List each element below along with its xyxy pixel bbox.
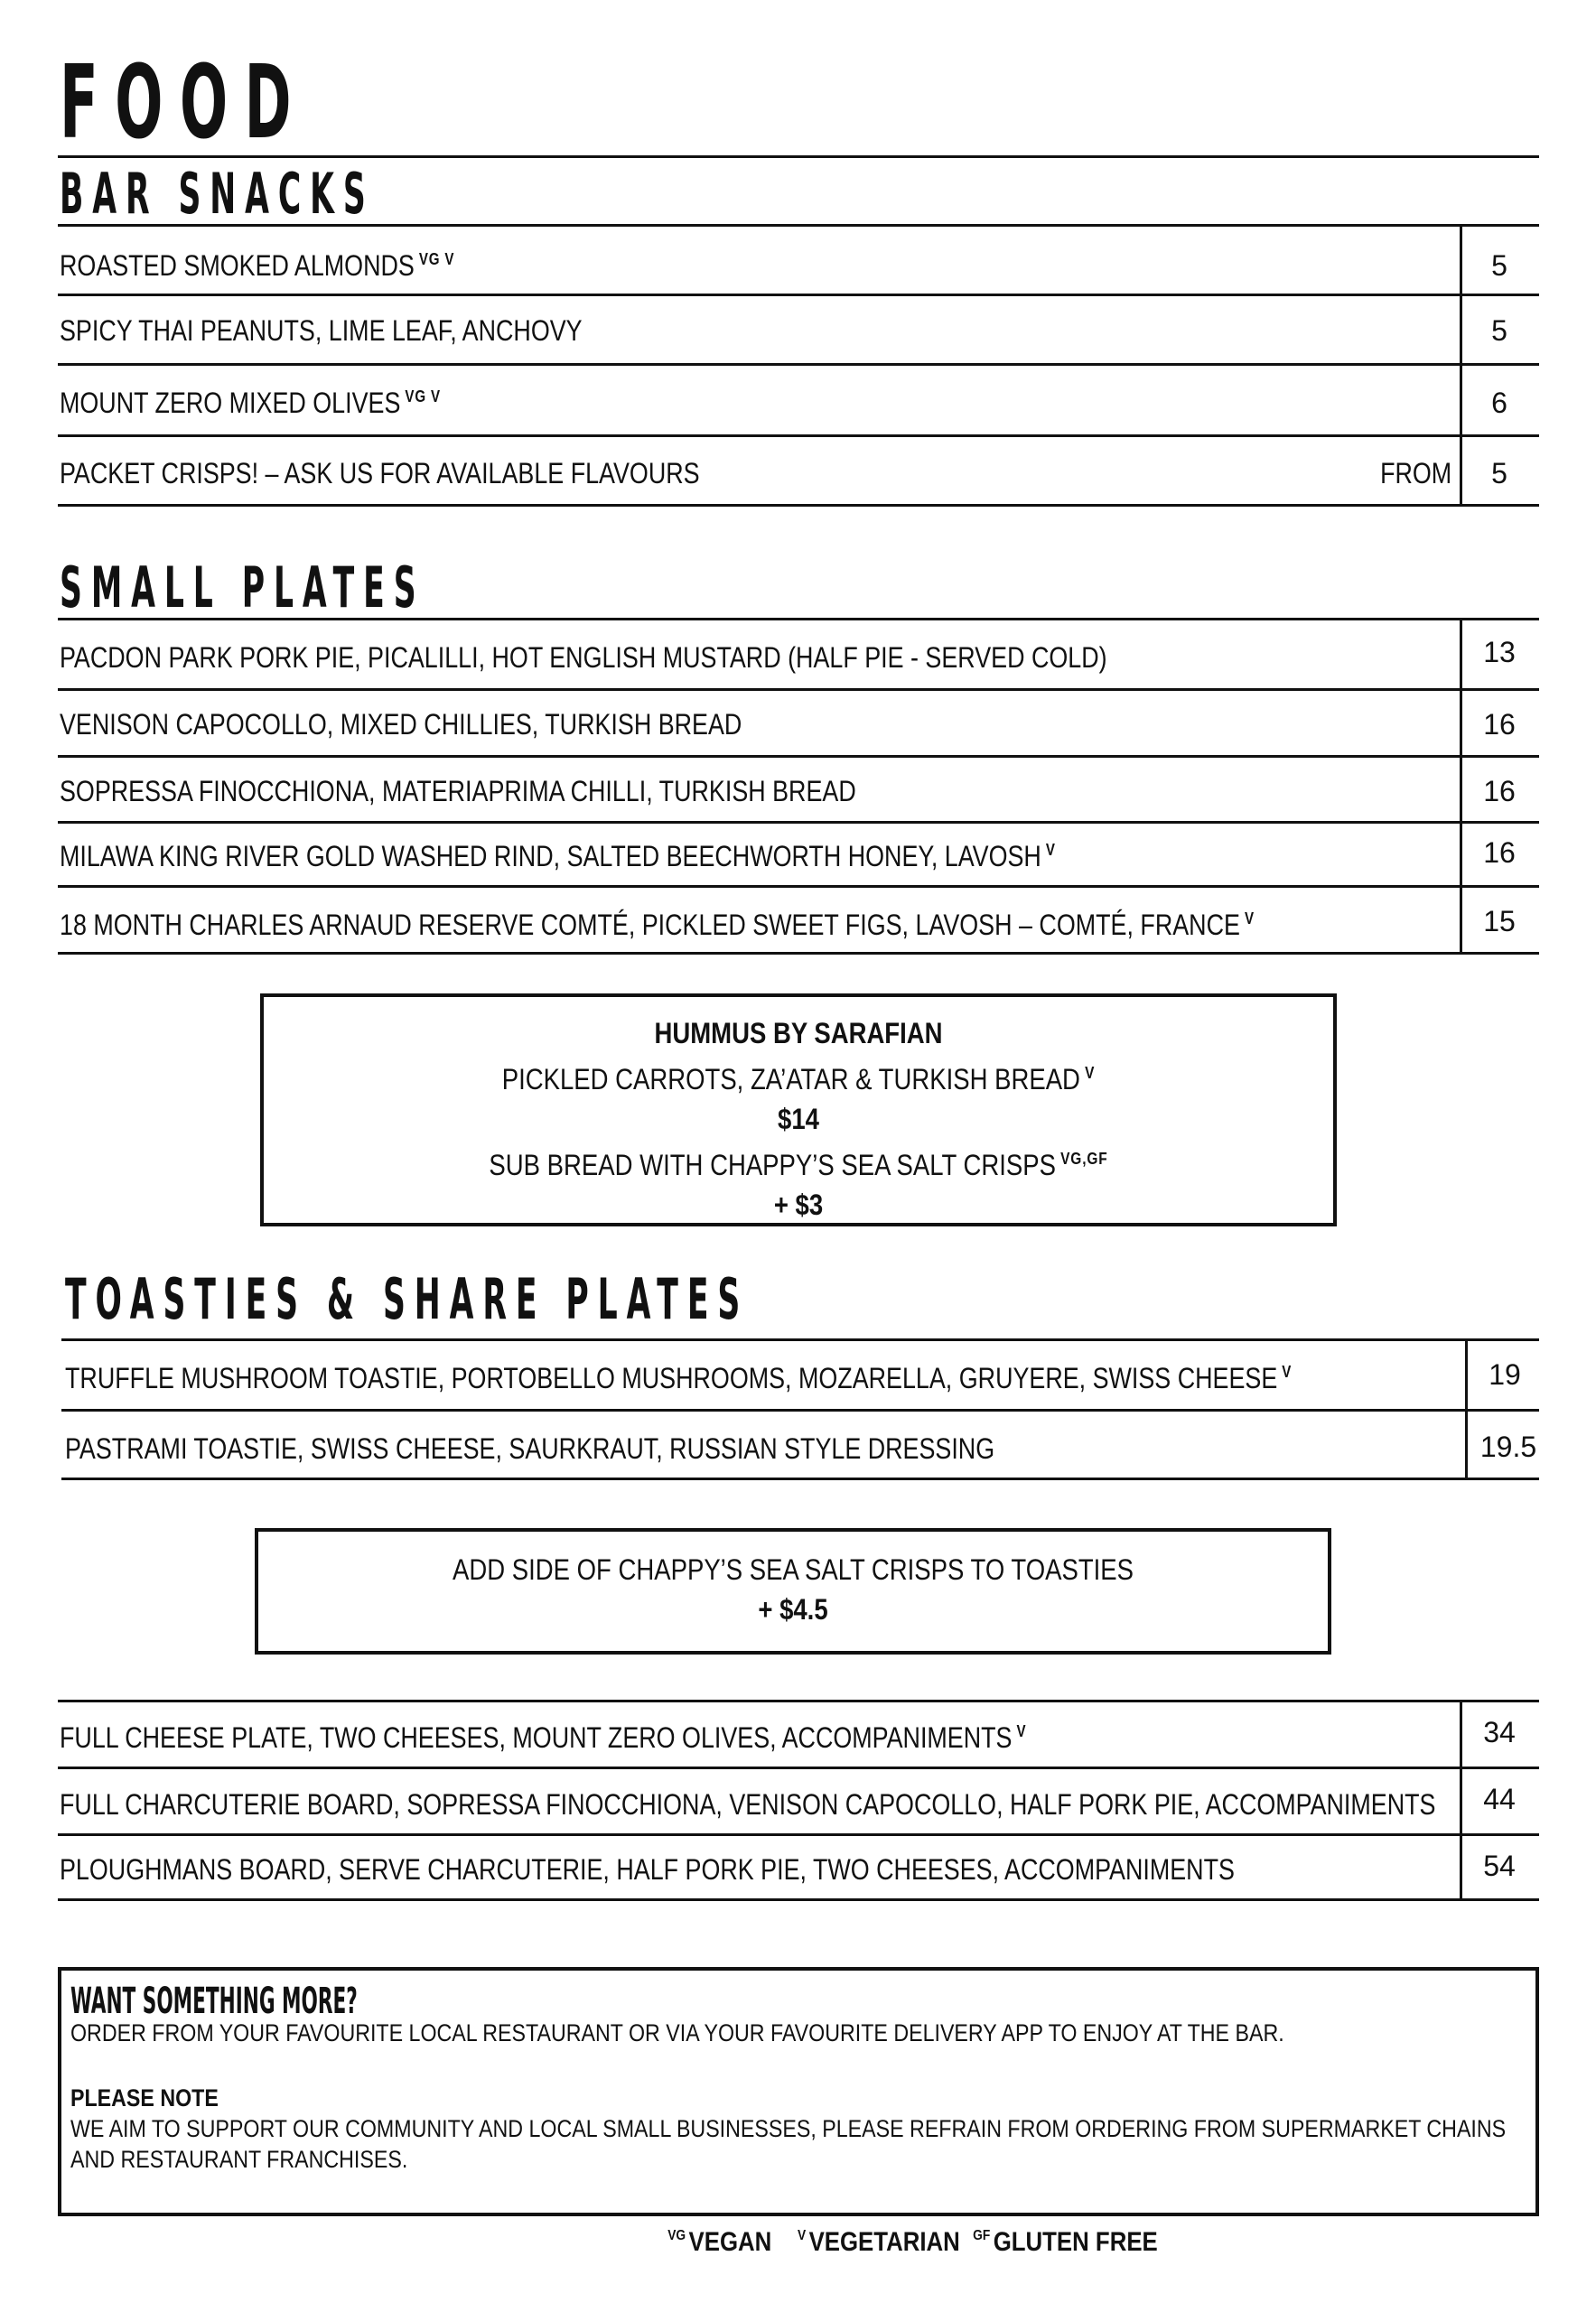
row-rule — [58, 755, 1539, 758]
item-name: PACDON PARK PORK PIE, PICALILLI, HOT ENGLISH MUSTARD (HALF PIE - SERVED COLD) — [60, 641, 1107, 674]
from-label: FROM — [1379, 457, 1451, 489]
item-name: PASTRAMI TOASTIE, SWISS CHEESE, SAURKRAUT, RUSSIAN STYLE DRESSING — [65, 1432, 995, 1465]
item-price: 5 — [1491, 314, 1507, 347]
item-price: 15 — [1483, 905, 1516, 937]
title-divider — [58, 155, 1539, 158]
item-name: FULL CHARCUTERIE BOARD, SOPRESSA FINOCCHIONA, VENISON CAPOCOLLO, HALF PORK PIE, ACCOMPANIMENTS — [60, 1788, 1436, 1821]
row-rule — [58, 1898, 1539, 1901]
note-body-line: AND RESTAURANT FRANCHISES. — [70, 2146, 408, 2173]
row-rule — [61, 1409, 1539, 1412]
row-rule — [58, 434, 1539, 437]
item-name: MOUNT ZERO MIXED OLIVES $^{VG V}$ — [60, 387, 441, 419]
section-heading-toasties: TOASTIES & SHARE PLATES — [65, 1266, 750, 1332]
gluten-free-mark: GF — [973, 2228, 991, 2243]
item-name: TRUFFLE MUSHROOM TOASTIE, PORTOBELLO MUSHROOMS, MOZARELLA, GRUYERE, SWISS CHEESE $^V$ — [65, 1362, 1293, 1394]
vegetarian-label: VEGETARIAN — [808, 2227, 960, 2257]
row-rule — [58, 363, 1539, 366]
diet-legend — [667, 2227, 1158, 2258]
feature-line: PICKLED CARROTS, ZA’ATAR & TURKISH BREAD $^V$ — [501, 1063, 1096, 1095]
item-price: 13 — [1483, 636, 1516, 668]
hummus-feature-box — [260, 993, 1337, 1226]
item-price: 16 — [1483, 836, 1516, 869]
diet-tag: V — [1085, 1064, 1096, 1082]
diet-tag: VG V — [405, 387, 441, 406]
diet-tag: V — [1282, 1363, 1293, 1381]
note-heading: WANT SOMETHING MORE? — [70, 1981, 358, 2022]
item-price: 34 — [1483, 1716, 1516, 1748]
crisps-addon-box — [255, 1528, 1331, 1655]
row-rule — [58, 294, 1539, 296]
item-name: SOPRESSA FINOCCHIONA, MATERIAPRIMA CHILLI, TURKISH BREAD — [60, 775, 856, 807]
diet-tag: VG,GF — [1060, 1150, 1108, 1168]
feature-line: SUB BREAD WITH CHAPPY’S SEA SALT CRISPS $^{VG,GF}$ — [489, 1149, 1108, 1181]
section-heading-small-plates: SMALL PLATES — [60, 555, 425, 620]
vegetarian-mark: V — [797, 2228, 807, 2243]
table-rule — [61, 1338, 1539, 1341]
diet-tag: VG V — [418, 250, 455, 268]
price-column-rule — [1460, 1700, 1462, 1900]
item-name: PLOUGHMANS BOARD, SERVE CHARCUTERIE, HALF PORK PIE, TWO CHEESES, ACCOMPANIMENTS — [60, 1853, 1235, 1886]
diet-tag: V — [1045, 841, 1056, 859]
row-rule — [58, 688, 1539, 691]
row-rule — [58, 952, 1539, 955]
addon-line: ADD SIDE OF CHAPPY’S SEA SALT CRISPS TO TOASTIES — [453, 1553, 1134, 1586]
item-name: VENISON CAPOCOLLO, MIXED CHILLIES, TURKISH BREAD — [60, 708, 742, 741]
item-price: 19 — [1489, 1358, 1521, 1391]
note-text: ORDER FROM YOUR FAVOURITE LOCAL RESTAURANT OR VIA YOUR FAVOURITE DELIVERY APP TO ENJOY AT THE BAR. — [70, 2019, 1284, 2046]
item-price: 44 — [1483, 1783, 1516, 1815]
feature-title: HUMMUS BY SARAFIAN — [654, 1017, 943, 1049]
row-rule — [58, 504, 1539, 507]
feature-price: $14 — [778, 1103, 819, 1135]
section-heading-bar-snacks: BAR SNACKS — [60, 161, 375, 227]
item-price: 19.5 — [1479, 1431, 1537, 1463]
item-price: 5 — [1491, 249, 1507, 282]
diet-tag: V — [1244, 909, 1255, 928]
item-price: 16 — [1483, 775, 1516, 807]
item-price: 5 — [1491, 457, 1507, 489]
item-name: MILAWA KING RIVER GOLD WASHED RIND, SALTED BEECHWORTH HONEY, LAVOSH $^V$ — [60, 840, 1056, 872]
page-title: FOOD — [60, 44, 309, 162]
table-rule — [58, 224, 1539, 227]
gluten-free-label: GLUTEN FREE — [993, 2227, 1158, 2257]
vegan-mark: VG — [667, 2228, 686, 2243]
row-rule — [58, 1767, 1539, 1769]
item-price: 16 — [1483, 708, 1516, 741]
item-price: 6 — [1491, 387, 1507, 419]
feature-price: + $3 — [773, 1189, 824, 1221]
vegan-label: VEGAN — [688, 2227, 772, 2257]
row-rule — [58, 885, 1539, 888]
diet-tag: V — [1016, 1722, 1027, 1740]
addon-price: + $4.5 — [758, 1593, 828, 1626]
item-name: ROASTED SMOKED ALMONDS $^{VG V}$ — [60, 249, 455, 282]
row-rule — [58, 1833, 1539, 1836]
please-note-heading: PLEASE NOTE — [70, 2084, 219, 2112]
item-name: FULL CHEESE PLATE, TWO CHEESES, MOUNT ZERO OLIVES, ACCOMPANIMENTS $^V$ — [60, 1721, 1027, 1754]
info-note-box — [58, 1967, 1539, 2216]
note-body-line: WE AIM TO SUPPORT OUR COMMUNITY AND LOCAL SMALL BUSINESSES, PLEASE REFRAIN FROM ORDERING FROM SUPERMARKET CHAINS — [70, 2115, 1507, 2142]
item-price: 54 — [1483, 1850, 1516, 1882]
row-rule — [61, 1478, 1539, 1480]
item-name: SPICY THAI PEANUTS, LIME LEAF, ANCHOVY — [60, 314, 583, 347]
table-rule — [58, 618, 1539, 620]
item-name: 18 MONTH CHARLES ARNAUD RESERVE COMTÉ, PICKLED SWEET FIGS, LAVOSH – COMTÉ, FRANCE $^V$ — [60, 909, 1255, 941]
item-name: PACKET CRISPS! – ASK US FOR AVAILABLE FLAVOURS — [60, 457, 700, 489]
row-rule — [58, 821, 1539, 824]
price-column-rule — [1460, 618, 1462, 954]
table-rule — [58, 1700, 1539, 1702]
